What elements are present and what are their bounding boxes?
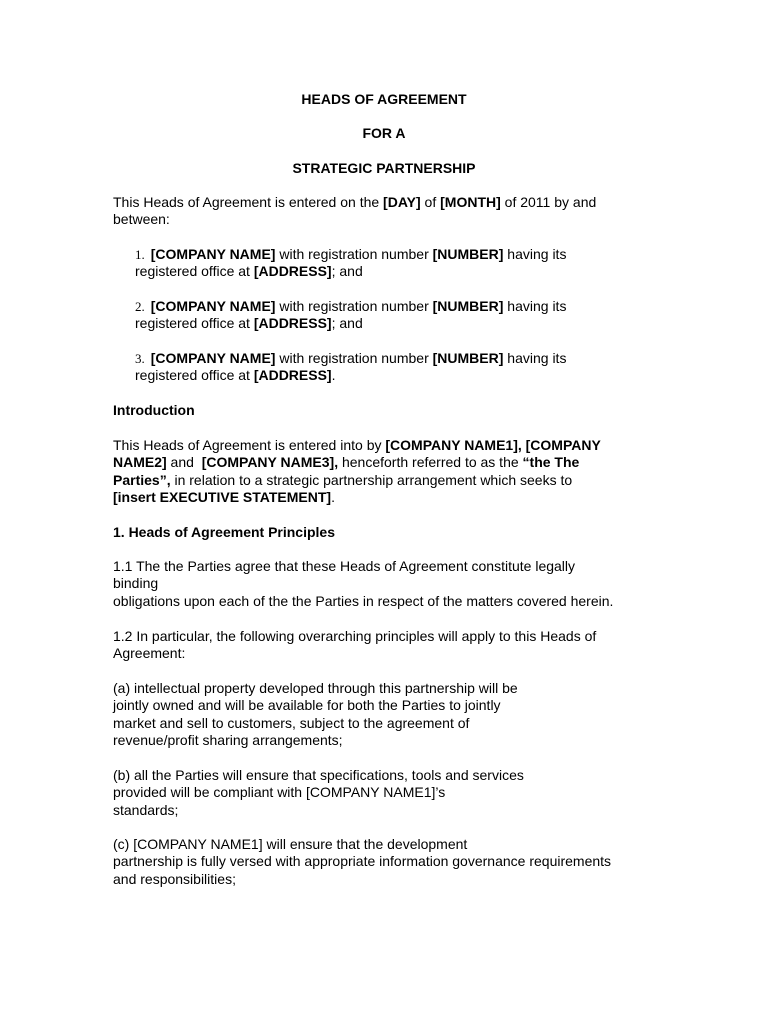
introduction-bold-2: NAME2] — [113, 454, 167, 471]
paragraph-1-1-line-1: 1.1 The the Parties agree that these Heads of Agreement constitute legally — [113, 558, 576, 574]
introduction-bold-3: [COMPANY NAME3], — [201, 454, 339, 471]
intro-of: of — [420, 194, 441, 210]
paragraph-1-1-line-2: binding — [113, 575, 159, 592]
party-reg-number: [NUMBER] — [432, 246, 504, 262]
intro-text-2: of 2011 by and — [500, 194, 597, 210]
party-office-text: registered office at — [135, 367, 254, 384]
day-placeholder: [DAY] — [383, 194, 421, 210]
clause-b-line-2: provided will be compliant with [COMPANY NAME1]’s — [113, 784, 446, 801]
introduction-text-1: This Heads of Agreement is entered into by — [113, 437, 386, 453]
party-end: ; and — [331, 263, 363, 280]
clause-a-line-4: revenue/profit sharing arrangements; — [113, 731, 343, 748]
introduction-text-2: and — [166, 454, 202, 471]
introduction-text-3: henceforth referred to as the — [338, 454, 523, 471]
clause-a-line-1: (a) intellectual property developed through this partnership will be — [113, 680, 518, 696]
clause-a-line-2: jointly owned and will be available for both the Parties to jointly — [113, 697, 501, 714]
party-reg-number: [NUMBER] — [432, 298, 504, 314]
introduction-bold-6: [insert EXECUTIVE STATEMENT] — [113, 488, 332, 505]
clause-c — [113, 836, 653, 888]
clause-c-line-1: (c) [COMPANY NAME1] will ensure that the development — [113, 836, 468, 852]
title-line-2: FOR A — [362, 125, 406, 141]
intro-text-1: This Heads of Agreement is entered on the — [113, 194, 384, 210]
clause-b-line-3: standards; — [113, 801, 179, 818]
party-reg-text: with registration number — [275, 246, 433, 262]
clause-a — [113, 680, 653, 749]
party-end: ; and — [331, 315, 363, 332]
clause-a-line-3: market and sell to customers, subject to the agreement of — [113, 714, 470, 731]
intro-paragraph — [113, 194, 653, 229]
party-reg-number: [NUMBER] — [432, 350, 504, 366]
party-company: [COMPANY NAME] — [150, 246, 276, 262]
paragraph-1-2-line-2: Agreement: — [113, 645, 186, 662]
introduction-bold-5: Parties”, — [113, 471, 171, 488]
clause-b — [113, 767, 653, 819]
paragraph-1-2-line-1: 1.2 In particular, the following overarching principles will apply to this Heads of — [113, 628, 597, 644]
party-end: . — [331, 367, 336, 384]
party-having: having its — [503, 298, 567, 314]
party-reg-text: with registration number — [275, 298, 433, 314]
party-having: having its — [503, 246, 567, 262]
section-1-heading-text: 1. Heads of Agreement Principles — [113, 524, 335, 540]
introduction-heading — [113, 402, 653, 419]
month-placeholder: [MONTH] — [440, 194, 501, 210]
paragraph-1-2 — [113, 628, 653, 663]
party-company: [COMPANY NAME] — [150, 298, 276, 314]
introduction-bold-4: “the The — [522, 454, 580, 471]
party-address: [ADDRESS] — [253, 315, 332, 332]
intro-line-2: between: — [113, 211, 170, 228]
party-number: 2. — [135, 299, 145, 314]
party-office-text: registered office at — [135, 263, 254, 280]
party-address: [ADDRESS] — [253, 367, 332, 384]
introduction-heading-text: Introduction — [113, 402, 195, 418]
party-office-text: registered office at — [135, 315, 254, 332]
party-company: [COMPANY NAME] — [150, 350, 276, 366]
party-reg-text: with registration number — [275, 350, 433, 366]
introduction-bold-1: [COMPANY NAME1], [COMPANY — [385, 437, 601, 453]
paragraph-1-1-line-3: obligations upon each of the the Parties in respect of the matters covered herein. — [113, 592, 614, 609]
introduction-paragraph — [113, 437, 653, 506]
party-item — [135, 298, 635, 333]
clause-c-line-2: partnership is fully versed with appropriate information governance requirements — [113, 853, 612, 870]
paragraph-1-1 — [113, 558, 653, 610]
party-address: [ADDRESS] — [253, 263, 332, 280]
section-1-heading — [113, 524, 653, 541]
title-line-1: HEADS OF AGREEMENT — [301, 91, 467, 107]
party-item — [135, 246, 635, 281]
clause-c-line-3: and responsibilities; — [113, 870, 236, 887]
title-line-3: STRATEGIC PARTNERSHIP — [292, 160, 476, 176]
party-number: 3. — [135, 351, 145, 366]
clause-b-line-1: (b) all the Parties will ensure that specifications, tools and services — [113, 767, 524, 783]
introduction-text-4: in relation to a strategic partnership arrangement which seeks to — [170, 471, 573, 488]
party-item — [135, 350, 635, 385]
introduction-text-5: . — [331, 488, 335, 505]
party-number: 1. — [135, 247, 145, 262]
party-having: having its — [503, 350, 567, 366]
